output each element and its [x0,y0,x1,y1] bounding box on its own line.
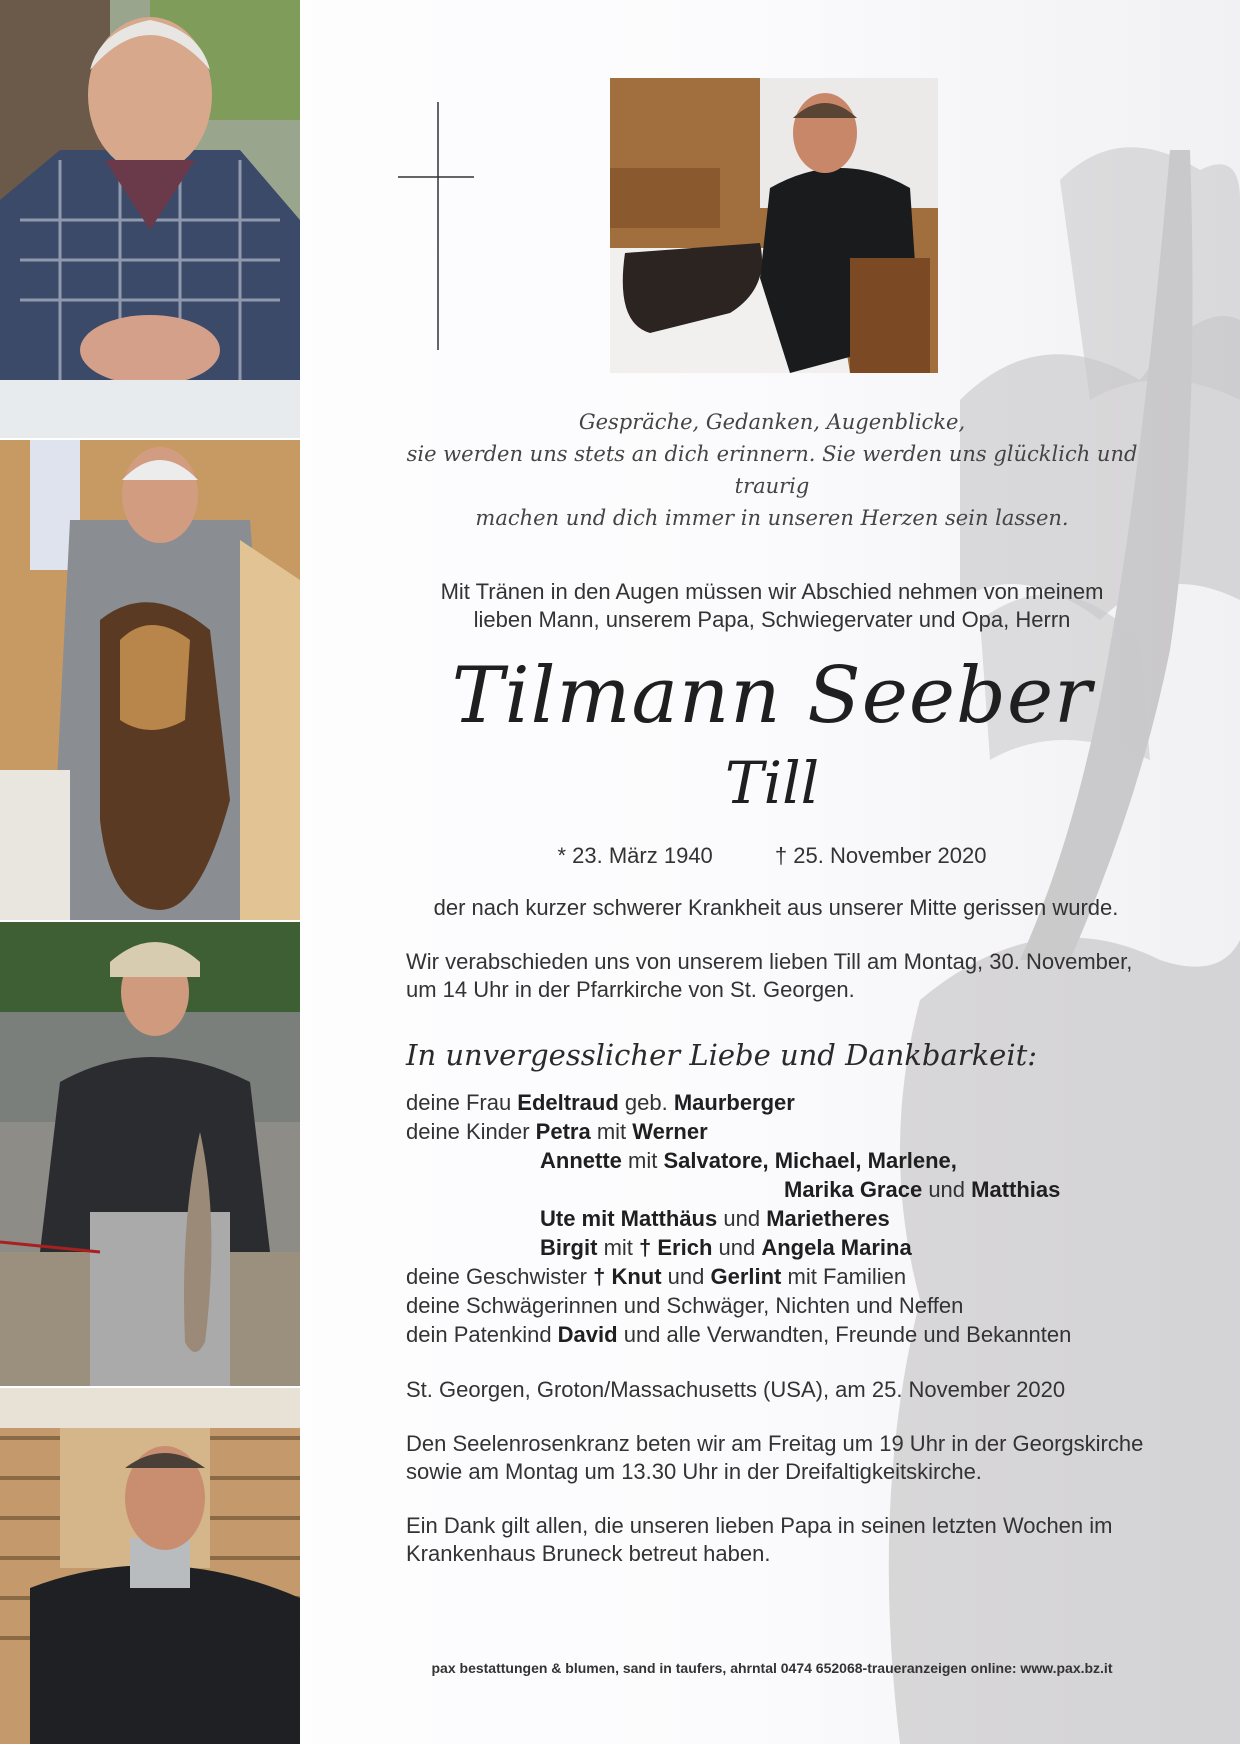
mourner-row: Marika Grace und Matthias [784,1177,1061,1202]
mourner-row: Annette mit Salvatore, Michael, Marlene, [540,1148,957,1173]
rosary-notice [406,1430,1146,1486]
deceased-name: Tilmann Seeber [451,651,1093,741]
mourner-row: dein Patenkind David und alle Verwandten, Freunde und Bekannten [406,1322,1072,1347]
rosary-line: Den Seelenrosenkranz beten wir am Freitag um 19 Uhr in der Georgskirche [406,1431,1144,1456]
mourners-list [406,1088,1146,1349]
death-date: † 25. November 2020 [774,843,987,868]
intro-line: Mit Tränen in den Augen müssen wir Abschied nehmen von meinem [440,579,1104,604]
photo-fisherman-with-fish [0,922,300,1386]
funeral-notice [406,948,1146,1004]
thanks-notice [406,1512,1146,1568]
quote-line: Gespräche, Gedanken, Augenblicke, [578,410,966,434]
intro-line: lieben Mann, unserem Papa, Schwiegervater und Opa, Herrn [473,607,1071,632]
mourner-row: deine Geschwister † Knut und Gerlint mit Familien [406,1264,907,1289]
funeral-line: um 14 Uhr in der Pfarrkirche von St. Georgen. [406,977,855,1002]
life-dates [400,842,1144,870]
deceased-nickname: Till [724,749,820,817]
mourners-heading: In unvergesslicher Liebe und Dankbarkeit: [406,1038,1038,1072]
photo-man-with-dog [0,440,300,920]
photo-portrait-plaid-shirt [0,0,300,438]
funeral-line: Wir verabschieden uns von unserem lieben Till am Montag, 30. November, [406,949,1133,974]
mourner-row: Ute mit Matthäus und Marietheres [540,1206,890,1231]
quote-line: sie werden uns stets an dich erinnern. Sie werden uns glücklich und traurig [406,442,1138,498]
memorial-quote [400,406,1144,534]
cross-icon [398,102,474,350]
place-date: St. Georgen, Groton/Massachusetts (USA), am 25. November 2020 [406,1377,1066,1402]
photo-man-with-zither [610,78,938,373]
photo-strip [0,0,300,1744]
death-note: der nach kurzer schwerer Krankheit aus unserer Mitte gerissen wurde. [433,895,1119,920]
footer-credit: pax bestattungen & blumen, sand in taufers, ahrntal 0474 652068-traueranzeigen online: www.pax.bz.it [431,1660,1113,1676]
mourner-row: deine Frau Edeltraud geb. Maurberger [406,1090,795,1115]
thanks-line: Krankenhaus Bruneck betreut haben. [406,1541,771,1566]
rosary-line: sowie am Montag um 13.30 Uhr in der Dreifaltigkeitskirche. [406,1459,982,1484]
intro-text [400,578,1144,634]
quote-line: machen und dich immer in unseren Herzen sein lassen. [475,506,1069,530]
photo-man-at-lumber [0,1388,300,1744]
birth-date: * 23. März 1940 [557,843,713,868]
thanks-line: Ein Dank gilt allen, die unseren lieben Papa in seinen letzten Wochen im [406,1513,1113,1538]
mourner-row: deine Kinder Petra mit Werner [406,1119,708,1144]
mourner-row: deine Schwägerinnen und Schwäger, Nichten und Neffen [406,1293,964,1318]
mourner-row: Birgit mit † Erich und Angela Marina [540,1235,912,1260]
